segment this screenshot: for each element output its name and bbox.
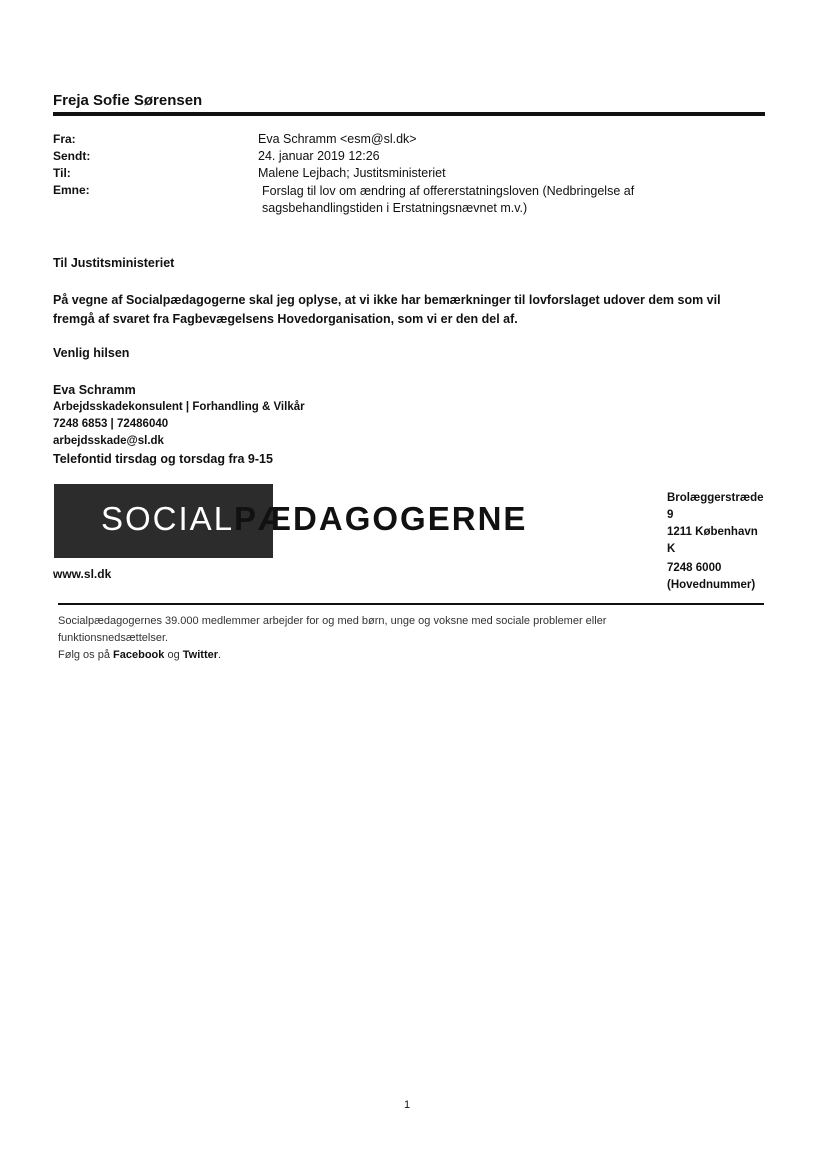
address-city: 1211 København: [667, 526, 758, 538]
body-paragraph: På vegne af Socialpædagogerne skal jeg oplyse, at vi ikke har bemærkninger til lovforslaget udover dem som vil fremgå af svaret fra Fagbevægelsens Hovedorganisation, som vi er den del af.: [53, 293, 721, 326]
main-phone-note: (Hovednummer): [667, 579, 756, 591]
signature-name: Eva Schramm: [53, 383, 136, 397]
signature-phone-hours: Telefontid tirsdag og torsdag fra 9-15: [53, 452, 273, 466]
closing: Venlig hilsen: [53, 346, 130, 360]
signature-title: Arbejdsskadekonsulent | Forhandling & Vilkår: [53, 401, 305, 413]
twitter-link[interactable]: Twitter: [182, 649, 219, 661]
website-link[interactable]: www.sl.dk: [53, 567, 112, 581]
organization-logo: [101, 500, 527, 538]
main-phone-block: [667, 560, 777, 594]
footer-divider: [58, 603, 764, 605]
sent-label: Sendt:: [53, 149, 91, 163]
address-block: [667, 490, 777, 558]
footer-follow-prefix: Følg os på: [58, 649, 110, 661]
logo-part-social: SOCIAL: [101, 500, 235, 537]
subject-value: Forslag til lov om ændring af offererstatningsloven (Nedbringelse af sagsbehandlingstiden i Erstatningsnævnet m.v.): [262, 184, 635, 215]
footer-period: .: [218, 649, 222, 661]
header-divider: [53, 112, 765, 116]
signature-email[interactable]: arbejdsskade@sl.dk: [53, 435, 164, 447]
footer-follow: [58, 647, 718, 664]
address-street: Brolæggerstræde: [667, 492, 764, 504]
salutation: Til Justitsministeriet: [53, 256, 175, 270]
address-district: K: [667, 543, 676, 555]
signature-phones: 7248 6853 | 72486040: [53, 418, 169, 430]
from-label: Fra:: [53, 132, 76, 146]
footer-description: Socialpædagogernes 39.000 medlemmer arbejder for og med børn, unge og voksne med sociale problemer eller funktionsnedsættelser.: [58, 615, 607, 644]
footer: [58, 613, 718, 664]
sent-value: 24. januar 2019 12:26: [258, 149, 380, 163]
sender-name: Freja Sofie Sørensen: [53, 92, 203, 109]
from-value: Eva Schramm <esm@sl.dk>: [258, 132, 417, 146]
page-number: 1: [404, 1099, 411, 1111]
subject-label: Emne:: [53, 183, 90, 197]
to-label: Til:: [53, 166, 71, 180]
address-number: 9: [667, 509, 674, 521]
main-phone: 7248 6000: [667, 562, 722, 574]
footer-og: og: [167, 649, 180, 661]
facebook-link[interactable]: Facebook: [113, 649, 165, 661]
logo-part-paedagogerne: PÆDAGOGERNE: [234, 500, 528, 537]
to-value: Malene Lejbach; Justitsministeriet: [258, 166, 446, 180]
